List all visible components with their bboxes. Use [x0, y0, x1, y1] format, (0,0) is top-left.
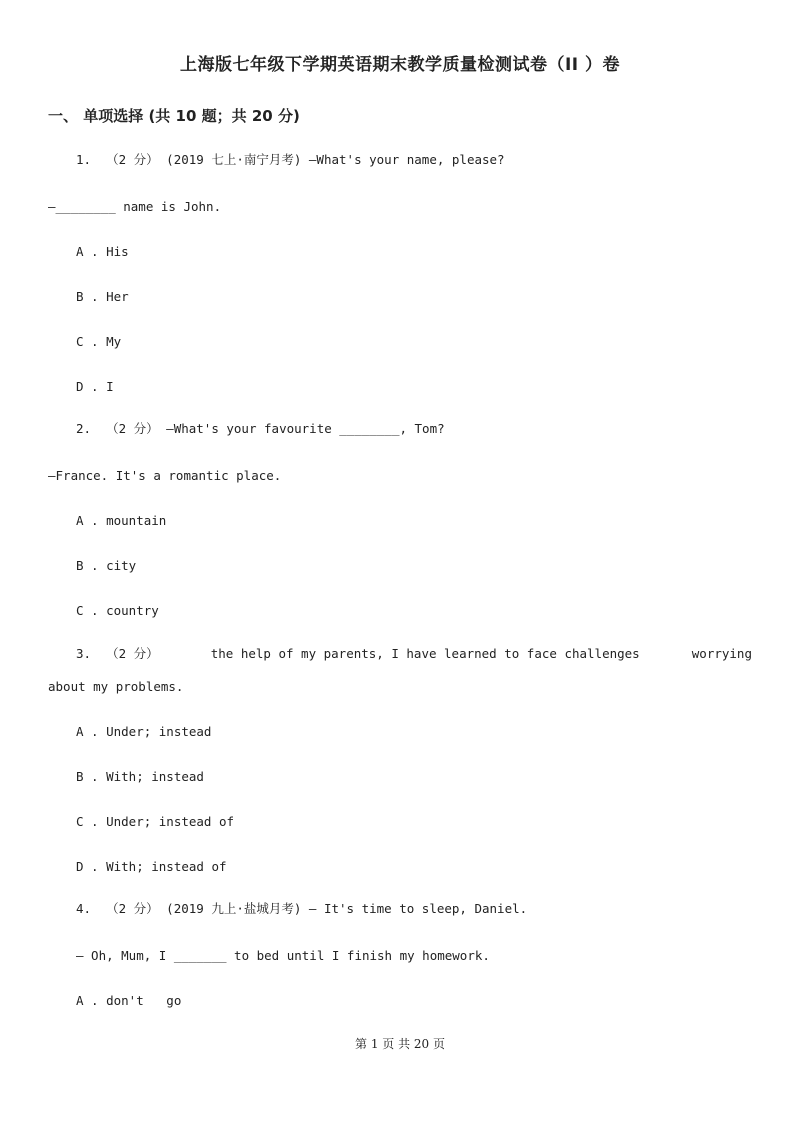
question-3-text: the help of my parents, I have learned to face challenges [210, 646, 640, 661]
question-1-stem: 1. （2 分） (2019 七上·南宁月考) —What's your name, please? [76, 152, 505, 167]
question-1-option-b: B . Her [76, 289, 129, 304]
document-title: 上海版七年级下学期英语期末教学质量检测试卷（II ）卷 [179, 55, 621, 75]
question-2-line2: —France. It's a romantic place. [48, 468, 282, 483]
question-4-option-a: A . don't go [76, 993, 182, 1008]
question-3-option-c: C . Under; instead of [76, 814, 235, 829]
question-3-line2: about my problems. [48, 679, 184, 694]
question-3-text-end: worrying [691, 646, 752, 661]
page-footer: 第 1 页 共 20 页 [355, 1037, 445, 1051]
question-1-line2: —________ name is John. [48, 199, 222, 214]
question-3-option-a: A . Under; instead [76, 724, 212, 739]
question-2-option-c: C . country [76, 603, 159, 618]
question-1-option-d: D . I [76, 379, 114, 394]
question-2-option-a: A . mountain [76, 513, 167, 528]
question-2-option-b: B . city [76, 558, 137, 573]
question-2-stem: 2. （2 分） —What's your favourite ________, Tom? [76, 421, 445, 436]
section-heading: 一、 单项选择 (共 10 题；共 20 分) [48, 107, 300, 125]
question-3-number: 3. （2 分） [76, 646, 159, 661]
question-4-line2: — Oh, Mum, I _______ to bed until I finish my homework. [76, 948, 490, 963]
question-1-option-c: C . My [76, 334, 122, 349]
question-3-stem [76, 646, 752, 662]
question-1-option-a: A . His [76, 244, 129, 259]
question-4-stem: 4. （2 分） (2019 九上·盐城月考) — It's time to sleep, Daniel. [76, 901, 528, 916]
question-3-option-b: B . With; instead [76, 769, 204, 784]
question-3-option-d: D . With; instead of [76, 859, 227, 874]
